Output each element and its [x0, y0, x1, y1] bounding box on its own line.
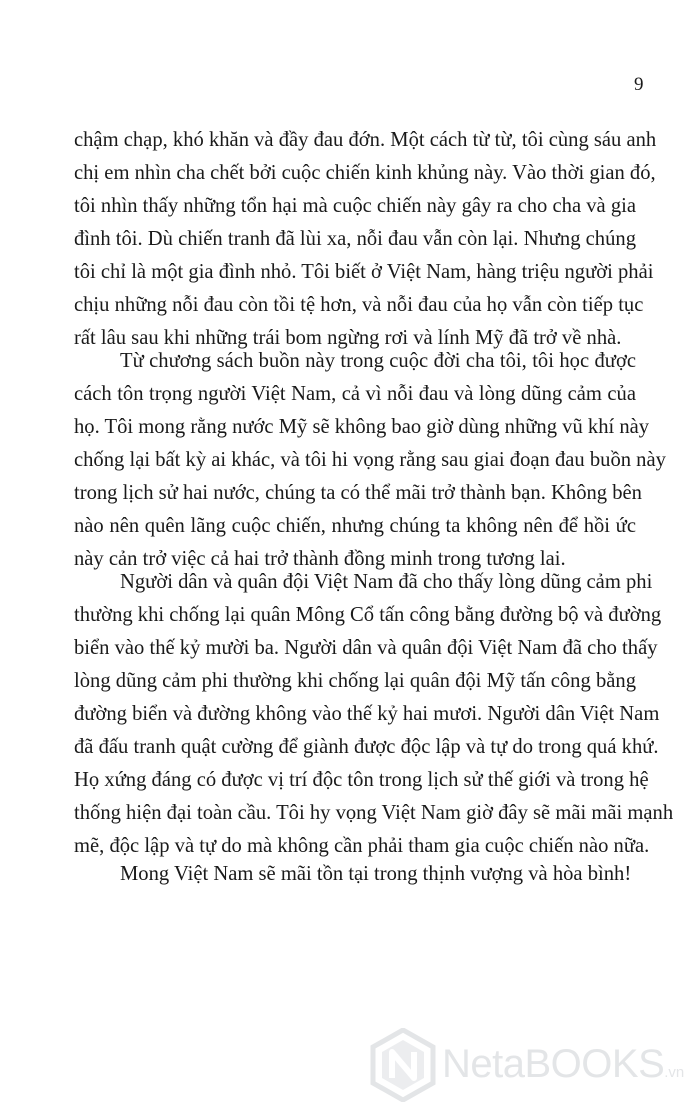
watermark-suffix: .vn — [664, 1064, 685, 1081]
text-line: tôi nhìn thấy những tổn hại mà cuộc chiến này gây ra cho cha và gia — [74, 195, 636, 217]
text-line: Mong Việt Nam sẽ mãi tồn tại trong thịnh vượng và hòa bình! — [120, 863, 632, 885]
text-line: chị em nhìn cha chết bởi cuộc chiến kinh khủng này. Vào thời gian đó, — [74, 162, 656, 184]
text-line: đã đấu tranh quật cường để giành được độc lập và tự do trong quá khứ. — [74, 736, 659, 758]
text-line: thường khi chống lại quân Mông Cổ tấn công bằng đường bộ và đường — [74, 604, 662, 626]
text-line: đường biển và đường không vào thế kỷ hai mươi. Người dân Việt Nam — [74, 703, 660, 725]
text-line: trong lịch sử hai nước, chúng ta có thể mãi trở thành bạn. Không bên — [74, 482, 642, 504]
text-line: Từ chương sách buồn này trong cuộc đời cha tôi, tôi học được — [120, 350, 636, 372]
text-line: rất lâu sau khi những trái bom ngừng rơi và lính Mỹ đã trở về nhà. — [74, 327, 622, 349]
text-line: cách tôn trọng người Việt Nam, cả vì nỗi đau và lòng dũng cảm của — [74, 383, 636, 405]
text-line: họ. Tôi mong rằng nước Mỹ sẽ không bao giờ dùng những vũ khí này — [74, 416, 650, 438]
text-line: chịu những nỗi đau còn tồi tệ hơn, và nỗi đau của họ vẫn còn tiếp tục — [74, 294, 644, 316]
text-line: mẽ, độc lập và tự do mà không cần phải tham gia cuộc chiến nào nữa. — [74, 835, 650, 857]
text-line: lòng dũng cảm phi thường khi chống lại quân đội Mỹ tấn công bằng — [74, 670, 636, 692]
page-number: 9 — [634, 74, 644, 95]
text-line: nào nên quên lãng cuộc chiến, nhưng chúng ta không nên để hồi ức — [74, 515, 636, 537]
text-line: chậm chạp, khó khăn và đầy đau đớn. Một cách từ từ, tôi cùng sáu anh — [74, 129, 657, 151]
text-line: Họ xứng đáng có được vị trí độc tôn trong lịch sử thế giới và trong hệ — [74, 769, 649, 791]
text-line: chống lại bất kỳ ai khác, và tôi hi vọng rằng sau giai đoạn đau buồn này — [74, 449, 666, 471]
text-line: này cản trở việc cả hai trở thành đồng minh trong tương lai. — [74, 548, 566, 570]
text-line: đình tôi. Dù chiến tranh đã lùi xa, nỗi đau vẫn còn lại. Nhưng chúng — [74, 228, 636, 250]
text-line: thống hiện đại toàn cầu. Tôi hy vọng Việt Nam giờ đây sẽ mãi mãi mạnh — [74, 802, 674, 824]
n-hexagon-logo-icon — [370, 1028, 436, 1102]
watermark-text — [442, 1040, 684, 1097]
text-line: Người dân và quân đội Việt Nam đã cho thấy lòng dũng cảm phi — [120, 571, 653, 593]
text-line: tôi chỉ là một gia đình nhỏ. Tôi biết ở Việt Nam, hàng triệu người phải — [74, 261, 654, 283]
watermark-brand: NetaBOOKS — [442, 1042, 665, 1086]
watermark — [370, 1024, 690, 1104]
text-line: biển vào thế kỷ mười ba. Người dân và quân đội Việt Nam đã cho thấy — [74, 637, 658, 659]
